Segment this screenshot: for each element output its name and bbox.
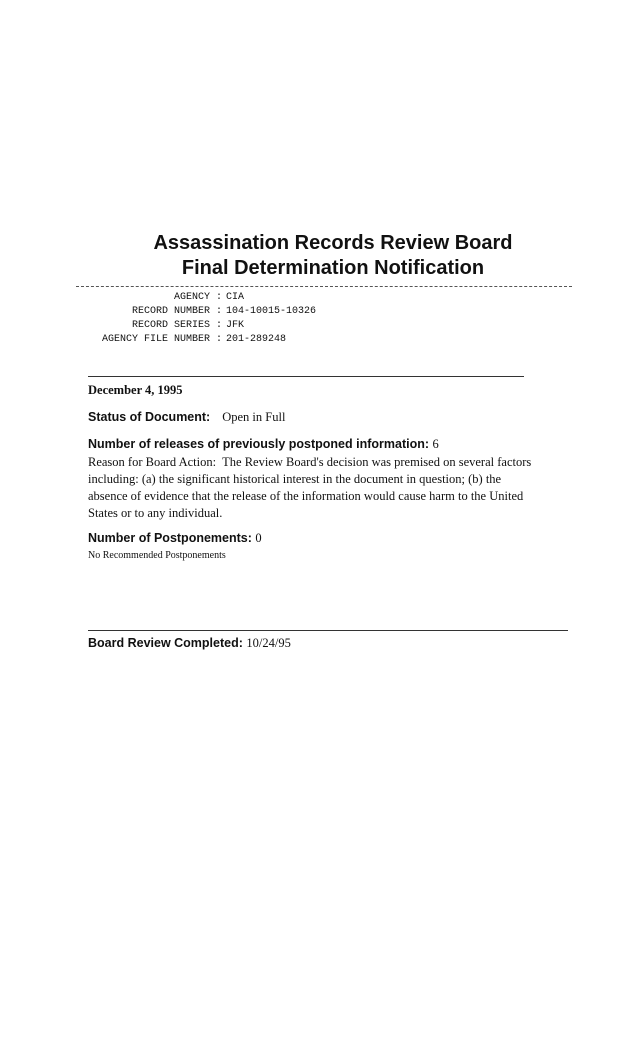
postponements-value: 0 <box>255 531 262 545</box>
date: December 4, 1995 <box>88 383 183 397</box>
postponements-note: No Recommended Postponements <box>88 550 226 561</box>
agency-file-number-value: 201-289248 <box>226 334 287 345</box>
status-value: Open in Full <box>222 410 286 424</box>
reason-line: The Review Board's decision was premised on several factors <box>222 455 532 469</box>
record-number-label: RECORD NUMBER : <box>131 306 222 317</box>
status-row <box>88 410 285 425</box>
agency-file-number-label: AGENCY FILE NUMBER : <box>101 334 222 345</box>
completed-label: Board Review Completed: <box>88 636 243 650</box>
reason-line: States or to any individual. <box>88 506 223 520</box>
releases-value: 6 <box>432 437 439 451</box>
reason-line: absence of evidence that the release of the information would cause harm to the United <box>88 489 524 503</box>
record-series-value: JFK <box>226 320 245 331</box>
reason-label: Reason for Board Action: <box>88 455 217 469</box>
completed-value: 10/24/95 <box>246 636 291 650</box>
status-label: Status of Document: <box>88 410 211 424</box>
title-line-1: Assassination Records Review Board <box>153 232 513 254</box>
postponements-label: Number of Postponements: <box>88 531 252 545</box>
record-series-label: RECORD SERIES : <box>131 320 222 331</box>
agency-value: CIA <box>226 292 245 303</box>
title-line-2: Final Determination Notification <box>181 257 485 279</box>
record-number-value: 104-10015-10326 <box>226 306 317 317</box>
divider <box>88 630 568 631</box>
reason-line: including: (a) the significant historical interest in the document in question; (b) the <box>88 472 502 486</box>
divider <box>88 376 524 377</box>
releases-label: Number of releases of previously postponed information: <box>88 437 430 451</box>
dashed-divider <box>76 286 572 287</box>
agency-label: AGENCY : <box>173 292 222 303</box>
